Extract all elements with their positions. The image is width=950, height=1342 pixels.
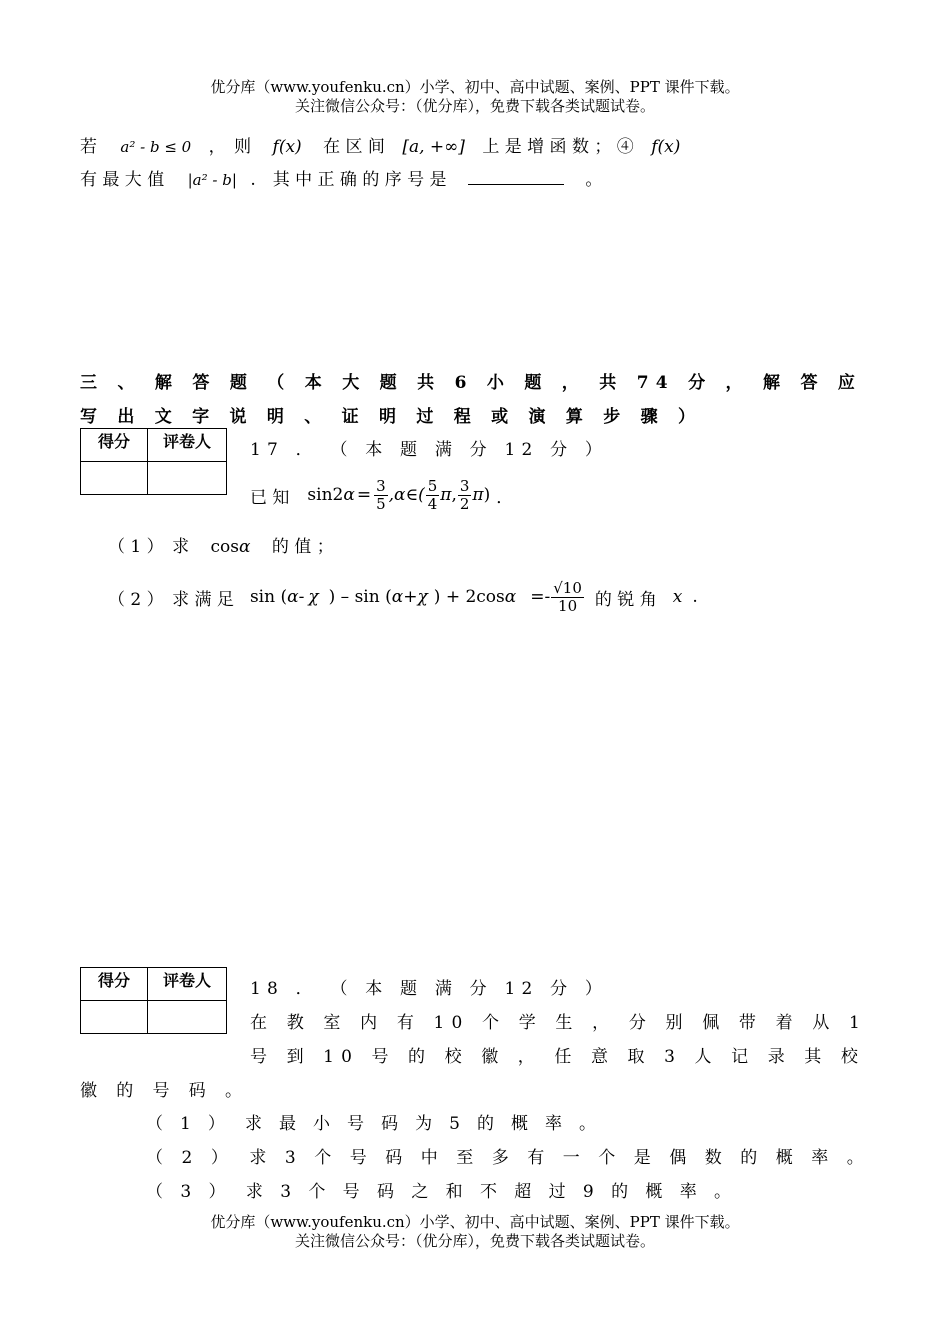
score-cell[interactable] bbox=[81, 1001, 148, 1034]
q18-score-table bbox=[80, 967, 227, 1034]
q18-part-1: （ 1 ） 求 最 小 号 码 为 5 的 概 率 。 bbox=[146, 1114, 602, 1134]
q16-condition: a² - b ≤ 0 bbox=[120, 138, 192, 156]
q17-f3-den: 2 bbox=[459, 494, 470, 513]
q18-line-2: 号 到 10 号 的 校 徽 ， 任 意 取 3 人 记 录 其 校 bbox=[250, 1047, 865, 1067]
q17-pi-1: π bbox=[440, 485, 452, 505]
q17-given bbox=[250, 470, 513, 520]
q17-p1-label: （ 1 ） 求 bbox=[108, 537, 190, 557]
q17-p2-plus: + bbox=[403, 587, 418, 607]
q16-end: 。 bbox=[585, 170, 603, 190]
section3-heading-line-2: 写 出 文 字 说 明 、 证 明 过 程 或 演 算 步 骤 ） bbox=[80, 407, 703, 427]
q17-p2-sin-a: sin ( bbox=[249, 587, 288, 607]
q17-f2-den: 4 bbox=[427, 494, 438, 513]
q17-p2-chi-2: χ bbox=[417, 587, 428, 607]
q17-p2-dot: . bbox=[692, 587, 698, 607]
q17-eq: = bbox=[356, 485, 372, 505]
grader-cell[interactable] bbox=[148, 462, 227, 495]
q17-fraction-4 bbox=[551, 580, 584, 615]
q17-p2-alpha-3: α bbox=[504, 587, 517, 607]
q17-p1-cos: cos bbox=[210, 537, 240, 557]
q16-then: ， 则 bbox=[208, 137, 252, 157]
q17-close: ) bbox=[483, 485, 491, 505]
footer-line-1: 优分库（www.youfenku.cn）小学、初中、高中试题、案例、PPT 课件下载。 bbox=[210, 1213, 740, 1231]
q16-max-text: 有 最 大 值 bbox=[80, 170, 165, 190]
q17-f1-num: 3 bbox=[376, 476, 386, 495]
q18-line-1: 在 教 室 内 有 10 个 学 生 ， 分 别 佩 带 着 从 1 bbox=[250, 1013, 868, 1033]
score-header: 得分 bbox=[81, 968, 148, 1001]
q17-part-1 bbox=[108, 532, 334, 557]
q18-line-3: 徽 的 号 码 。 bbox=[80, 1081, 249, 1101]
q16-answer-blank[interactable] bbox=[468, 168, 564, 185]
q17-dot: ． bbox=[496, 487, 514, 508]
q17-alpha: α bbox=[343, 485, 355, 505]
q17-f3-num: 3 bbox=[459, 476, 470, 495]
header-line-1: 优分库（www.youfenku.cn）小学、初中、高中试题、案例、PPT 课件下载。 bbox=[210, 78, 740, 96]
grader-header: 评卷人 bbox=[148, 968, 227, 1001]
score-cell[interactable] bbox=[81, 462, 148, 495]
q17-score-table bbox=[80, 428, 227, 495]
q17-f4-num: √10 bbox=[553, 578, 582, 597]
grader-header: 评卷人 bbox=[148, 429, 227, 462]
q16-line-2 bbox=[80, 165, 860, 190]
q17-p2-x: x bbox=[672, 587, 683, 607]
grader-cell[interactable] bbox=[148, 1001, 227, 1034]
q17-p2-chi-1: χ bbox=[308, 587, 319, 607]
q17-p1-alpha: α bbox=[239, 537, 251, 557]
q17-title: 17 ． （ 本 题 满 分 12 分 ） bbox=[250, 440, 609, 460]
q18-part-3: （ 3 ） 求 3 个 号 码 之 和 不 超 过 9 的 概 率 。 bbox=[146, 1182, 738, 1202]
q18-part-2: （ 2 ） 求 3 个 号 码 中 至 多 有 一 个 是 偶 数 的 概 率 。 bbox=[146, 1148, 871, 1168]
q17-given-text: 已 知 bbox=[250, 487, 290, 508]
q17-f2-num: 5 bbox=[427, 476, 438, 495]
q16-fx-2: f(x) bbox=[651, 137, 681, 157]
q17-fraction-3 bbox=[458, 478, 472, 513]
q17-p2-alpha-2: α bbox=[391, 587, 404, 607]
q16-max-value: |a² - b| bbox=[187, 171, 237, 189]
q17-p2-end: 的 锐 角 bbox=[594, 589, 657, 610]
q17-p2-minus: - bbox=[298, 587, 305, 607]
q17-sep: , bbox=[451, 485, 457, 505]
score-header: 得分 bbox=[81, 429, 148, 462]
q16-interval: [a, +∞] bbox=[402, 137, 465, 157]
q16-interval-text: 在 区 间 bbox=[323, 137, 385, 157]
q17-f4-den: 10 bbox=[558, 596, 578, 615]
q18-title: 18 ． （ 本 题 满 分 12 分 ） bbox=[250, 979, 609, 999]
q16-line-1 bbox=[80, 132, 860, 157]
header-line-2: 关注微信公众号：（优分库），免费下载各类试题试卷。 bbox=[294, 97, 655, 115]
footer-line-2: 关注微信公众号：（优分库），免费下载各类试题试卷。 bbox=[294, 1232, 655, 1250]
q16-fx: f(x) bbox=[272, 137, 302, 157]
q17-part-2 bbox=[108, 570, 698, 624]
q16-if: 若 bbox=[80, 137, 97, 157]
section3-heading-line-1: 三 、 解 答 题 （ 本 大 题 共 6 小 题 ， 共 74 分 ， 解 答 应 bbox=[80, 373, 863, 393]
q17-alpha-in: ,α∈( bbox=[388, 485, 425, 505]
q17-fraction-1 bbox=[374, 478, 388, 513]
q16-increasing-text: 上 是 增 函 数 ； ④ bbox=[482, 137, 634, 157]
q17-p2-eq: =- bbox=[530, 587, 551, 607]
q17-p2-alpha-1: α bbox=[287, 587, 299, 607]
q17-sin2: sin2 bbox=[307, 485, 344, 505]
q17-pi-2: π bbox=[472, 485, 484, 505]
q17-p2-sin-b: ) – sin ( bbox=[328, 587, 392, 607]
q17-p2-label: （ 2 ） 求 满 足 bbox=[108, 589, 234, 610]
q16-correct-text: . 其 中 正 确 的 序 号 是 bbox=[250, 170, 447, 190]
q17-f1-den: 5 bbox=[376, 494, 386, 513]
q17-p2-cos: ) + 2cos bbox=[433, 587, 505, 607]
q17-p1-end: 的 值 ； bbox=[271, 537, 334, 557]
q17-fraction-2 bbox=[426, 478, 440, 513]
